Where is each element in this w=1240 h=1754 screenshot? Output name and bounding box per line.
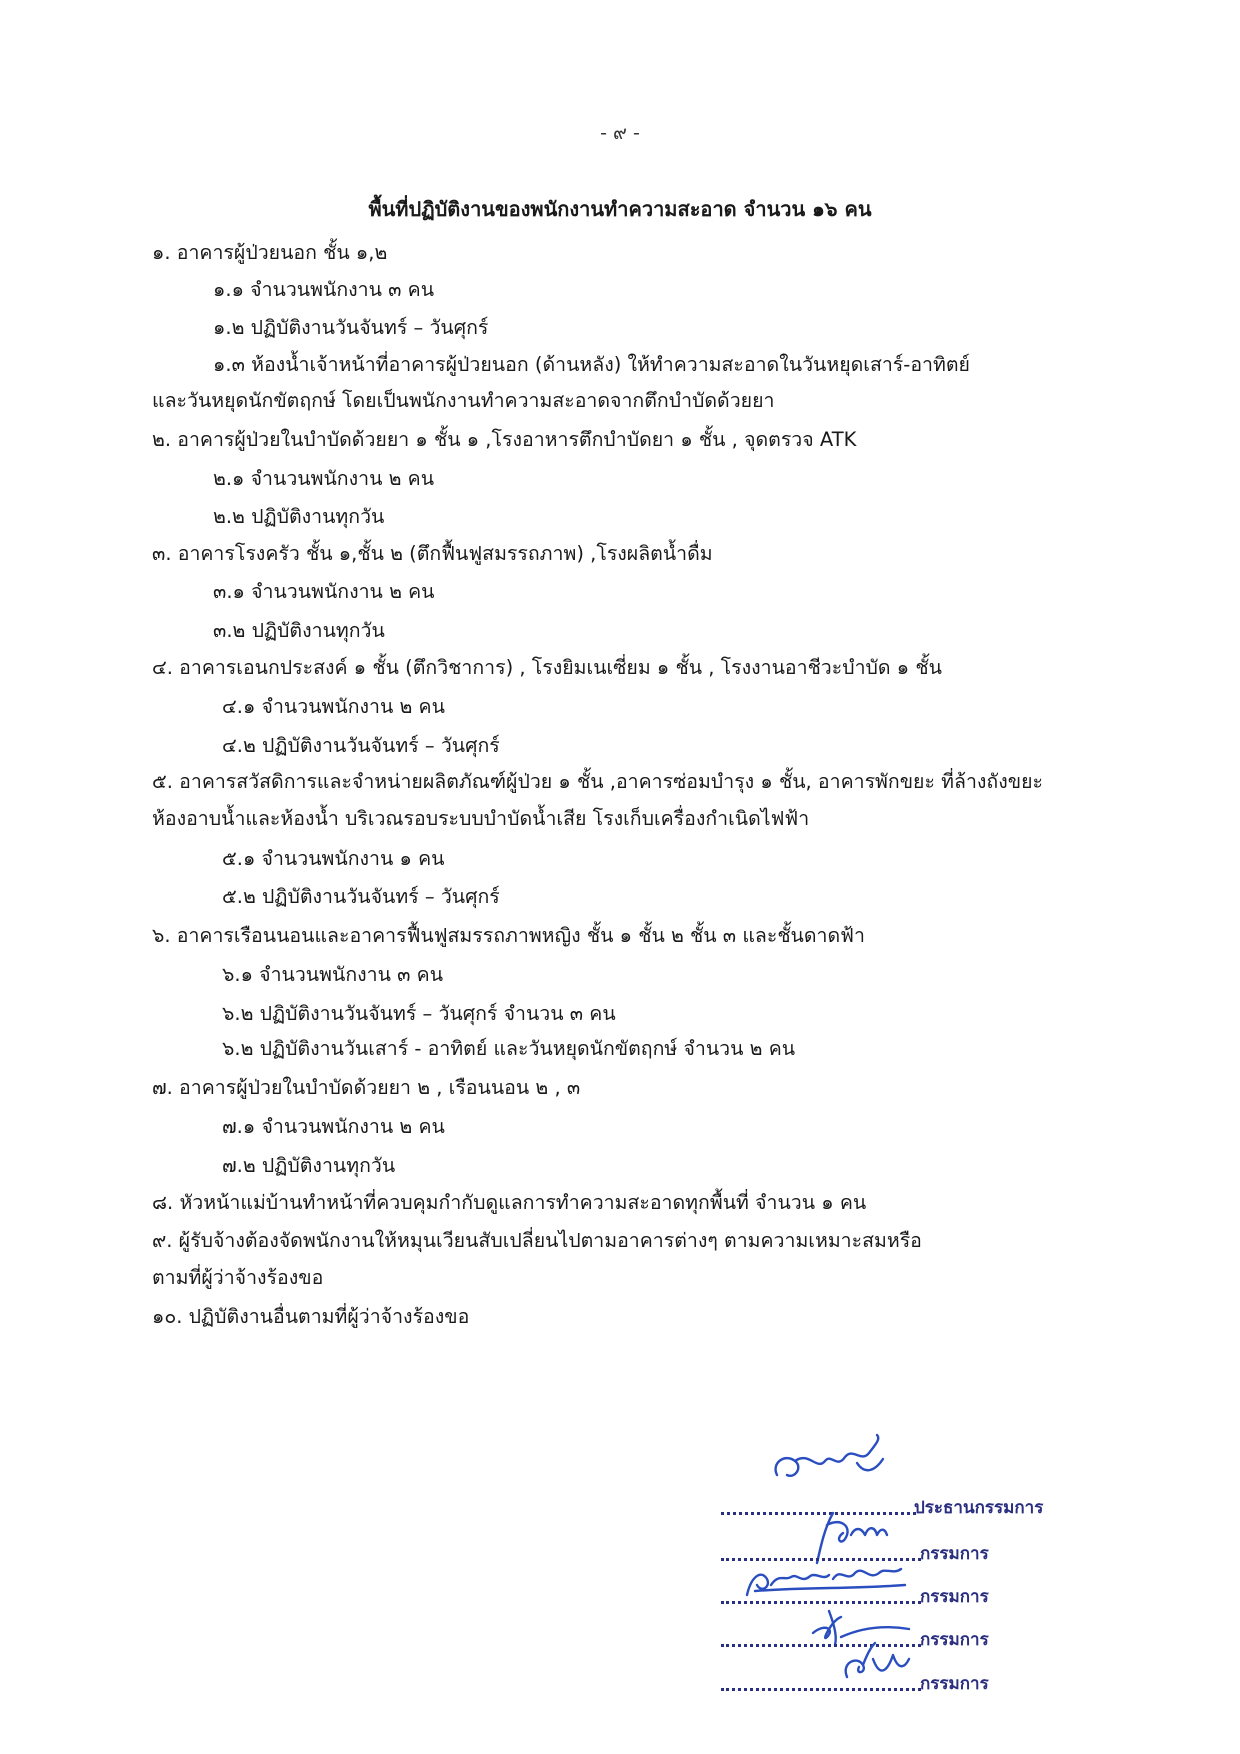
signature-line-committee-4: [715, 1663, 1075, 1693]
section-5-heading: ๕. อาคารสวัสดิการและจำหน่ายผลิตภัณฑ์ผู้ป่วย ๑ ชั้น ,อาคารซ่อมบำรุง ๑ ชั้น, อาคารพักขยะ ที่ล้างถังขยะ: [152, 770, 1043, 793]
section-10: ๑๐. ปฏิบัติงานอื่นตามที่ผู้ว่าจ้างร้องขอ: [152, 1305, 470, 1328]
item-5-1: ๕.๑ จำนวนพนักงาน ๑ คน: [222, 847, 445, 870]
role-label: กรรมการ: [920, 1587, 989, 1607]
section-2-heading: ๒. อาคารผู้ป่วยในบำบัดด้วยยา ๑ ชั้น ๑ ,โรงอาหารตึกบำบัดยา ๑ ชั้น , จุดตรวจ ATK: [152, 428, 857, 451]
item-3-2: ๓.๒ ปฏิบัติงานทุกวัน: [213, 619, 385, 642]
section-9: ๙. ผู้รับจ้างต้องจัดพนักงานให้หมุนเวียนสับเปลี่ยนไปตามอาคารต่างๆ ตามความเหมาะสมหรือ: [152, 1229, 922, 1252]
section-6-heading: ๖. อาคารเรือนนอนและอาคารฟื้นฟูสมรรถภาพหญิง ชั้น ๑ ชั้น ๒ ชั้น ๓ และชั้นดาดฟ้า: [152, 924, 865, 947]
section-7-heading: ๗. อาคารผู้ป่วยในบำบัดด้วยยา ๒ , เรือนนอน ๒ , ๓: [152, 1076, 581, 1099]
item-2-2: ๒.๒ ปฏิบัติงานทุกวัน: [213, 505, 385, 528]
section-3-heading: ๓. อาคารโรงครัว ชั้น ๑,ชั้น ๒ (ตึกฟื้นฟูสมรรถภาพ) ,โรงผลิตน้ำดื่ม: [152, 542, 713, 565]
item-3-1: ๓.๑ จำนวนพนักงาน ๒ คน: [213, 580, 435, 603]
item-7-1: ๗.๑ จำนวนพนักงาน ๒ คน: [222, 1115, 445, 1138]
section-5-continued: ห้องอาบน้ำและห้องน้ำ บริเวณรอบระบบบำบัดน้ำเสีย โรงเก็บเครื่องกำเนิดไฟฟ้า: [152, 807, 810, 830]
role-label: กรรมการ: [920, 1630, 989, 1650]
item-7-2: ๗.๒ ปฏิบัติงานทุกวัน: [222, 1154, 396, 1177]
section-9-continued: ตามที่ผู้ว่าจ้างร้องขอ: [152, 1266, 324, 1289]
section-4-heading: ๔. อาคารเอนกประสงค์ ๑ ชั้น (ตึกวิชาการ) , โรงยิมเนเซี่ยม ๑ ชั้น , โรงงานอาชีวะบำบัด ๑ ชั้น: [152, 656, 942, 679]
item-6-2-weekend: ๖.๒ ปฏิบัติงานวันเสาร์ - อาทิตย์ และวันหยุดนักขัตฤกษ์ จำนวน ๒ คน: [222, 1037, 796, 1060]
section-8: ๘. หัวหน้าแม่บ้านทำหน้าที่ควบคุมกำกับดูแลการทำความสะอาดทุกพื้นที่ จำนวน ๑ คน: [152, 1191, 867, 1214]
role-label: กรรมการ: [920, 1674, 989, 1694]
role-label: ประธานกรรมการ: [914, 1498, 1044, 1518]
item-4-2: ๔.๒ ปฏิบัติงานวันจันทร์ – วันศุกร์: [222, 734, 500, 757]
item-1-1: ๑.๑ จำนวนพนักงาน ๓ คน: [213, 278, 435, 301]
chairman-signature: [765, 1433, 895, 1493]
item-1-3: ๑.๓ ห้องน้ำเจ้าหน้าที่อาคารผู้ป่วยนอก (ด้านหลัง) ให้ทำความสะอาดในวันหยุดเสาร์-อาทิตย์: [213, 353, 970, 376]
item-6-2-weekday: ๖.๒ ปฏิบัติงานวันจันทร์ – วันศุกร์ จำนวน ๓ คน: [222, 1002, 616, 1025]
item-4-1: ๔.๑ จำนวนพนักงาน ๒ คน: [222, 695, 445, 718]
item-2-1: ๒.๑ จำนวนพนักงาน ๒ คน: [213, 467, 435, 490]
role-label: กรรมการ: [920, 1544, 989, 1564]
item-1-2: ๑.๒ ปฏิบัติงานวันจันทร์ – วันศุกร์: [213, 316, 489, 339]
signature-block: [715, 1405, 1075, 1705]
document-title: พื้นที่ปฏิบัติงานของพนักงานทำความสะอาด จำนวน ๑๖ คน: [368, 197, 872, 221]
item-6-1: ๖.๑ จำนวนพนักงาน ๓ คน: [222, 963, 444, 986]
page-number: - ๙ -: [600, 122, 640, 144]
section-1-heading: ๑. อาคารผู้ป่วยนอก ชั้น ๑,๒: [152, 241, 388, 264]
item-1-3-continued: และวันหยุดนักขัตฤกษ์ โดยเป็นพนักงานทำความสะอาดจากตึกบำบัดด้วยยา: [152, 389, 775, 412]
dotted-line: [721, 1688, 921, 1691]
item-5-2: ๕.๒ ปฏิบัติงานวันจันทร์ – วันศุกร์: [222, 885, 500, 908]
